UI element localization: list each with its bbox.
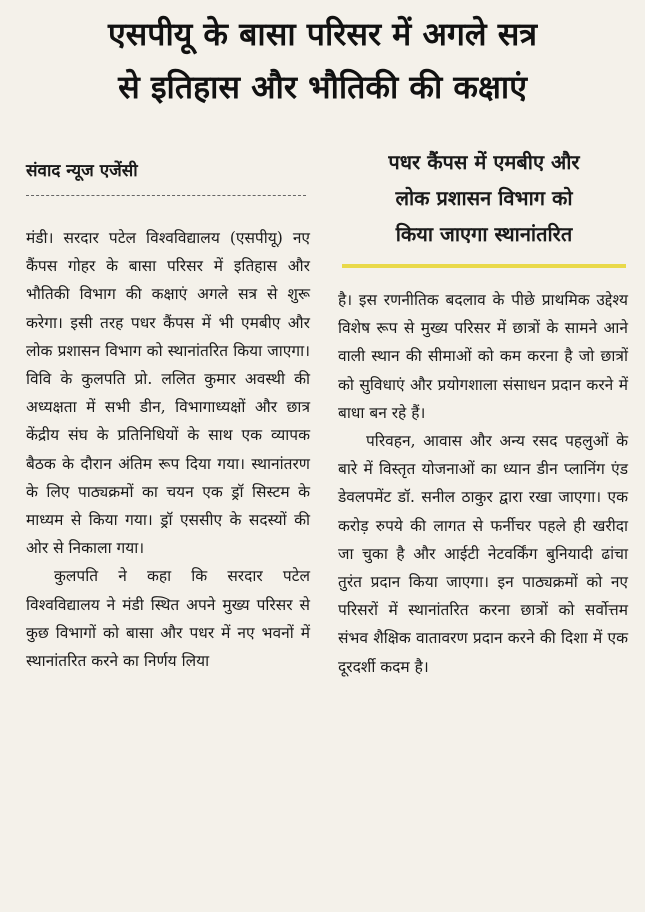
subheadline-underline (342, 264, 626, 268)
headline-line-2: से इतिहास और भौतिकी की कक्षाएं (118, 68, 527, 106)
subheadline-line-3: किया जाएगा स्थानांतरित (395, 222, 573, 246)
headline (0, 8, 645, 114)
article-column-right (338, 286, 628, 681)
article-paragraph: है। इस रणनीतिक बदलाव के पीछे प्राथमिक उद्देश्य विशेष रूप से मुख्य परिसर में छात्रों के सामने आने वाली स्थान की सीमाओं को कम करना है जो छात्रों को सुविधाएं और प्रयोगशाला संसाधन प्रदान करने में बाधा बन रहे हैं। (338, 291, 628, 422)
headline-line-1: एसपीयू के बासा परिसर में अगले सत्र (107, 15, 538, 53)
subheadline-line-2: लोक प्रशासन विभाग को (395, 186, 573, 210)
byline: संवाद न्यूज एजेंसी (26, 161, 138, 181)
byline-divider (26, 195, 306, 196)
article-paragraph: कुलपति ने कहा कि सरदार पटेल विश्वविद्यालय ने मंडी स्थित अपने मुख्य परिसर से कुछ विभागों को बासा और पधर में नए भवनों में स्थानांतरित करने का निर्णय लिया (26, 567, 310, 671)
subheadline-line-1: पधर कैंपस में एमबीए और (388, 150, 580, 174)
article-paragraph: मंडी। सरदार पटेल विश्वविद्यालय (एसपीयू) नए कैंपस गोहर के बासा परिसर में इतिहास और भौतिकी विभाग की कक्षाएं अगले सत्र से शुरू करेगा। इसी तरह पधर कैंपस में भी एमबीए और लोक प्रशासन विभाग को स्थानांतरित किया जाएगा। विवि के कुलपति प्रो. ललित कुमार अवस्थी की अध्यक्षता में सभी डीन, विभागाध्यक्षों और छात्र केंद्रीय संघ के प्रतिनिधियों के साथ एक व्यापक बैठक के दौरान अंतिम रूप दिया गया। स्थानांतरण के लिए पाठ्यक्रमों का चयन एक ड्रॉ सिस्टम के माध्यम से किया गया। ड्रॉ एससीए के सदस्यों की ओर से निकाला गया। (26, 229, 310, 558)
article-column-left (26, 224, 310, 675)
article-paragraph: परिवहन, आवास और अन्य रसद पहलुओं के बारे में विस्तृत योजनाओं का ध्यान डीन प्लानिंग एंड डेवलपमेंट डॉ. सनील ठाकुर द्वारा रखा जाएगा। एक करोड़ रुपये की लागत से फर्नीचर पहले ही खरीदा जा चुका है और आईटी नेटवर्किंग बुनियादी ढांचा तुरंत प्रदान किया जाएगा। इन पाठ्यक्रमों को नए परिसरों में स्थानांतरित करना छात्रों को सर्वोत्तम संभव शैक्षिक वातावरण प्रदान करने की दिशा में एक दूरदर्शी कदम है। (338, 432, 628, 676)
subheadline (336, 144, 632, 252)
